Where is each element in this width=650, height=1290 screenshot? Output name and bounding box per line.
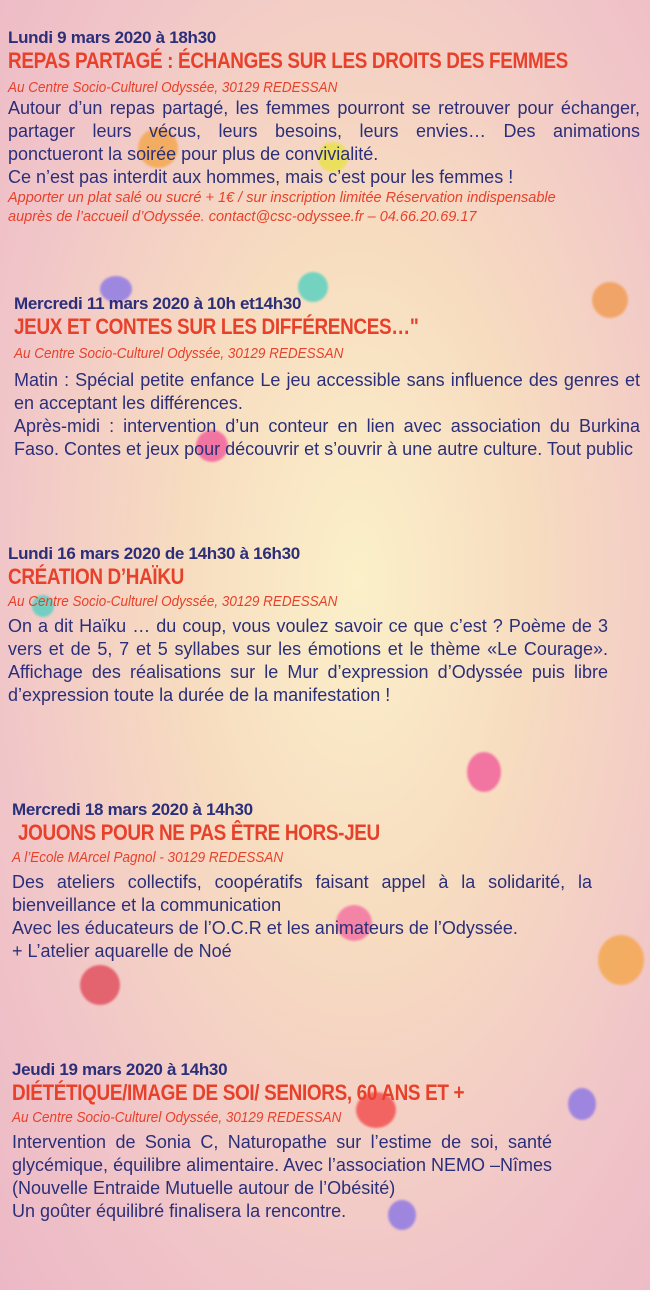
- description-paragraph: On a dit Haïku … du coup, vous voulez savoir ce que c’est ? Poème de 3 vers et de 5, 7 et 5 syllabes sur les émotions et le thème «Le Courage». Affichage des réalisations sur le Mur d’expression d’Odyssée puis libre d’expression toute la durée de la manifestation !: [8, 616, 608, 705]
- event-2: [14, 294, 640, 461]
- decor-blob: [568, 1088, 596, 1120]
- description-paragraph: + L’atelier aquarelle de Noé: [12, 941, 232, 961]
- event-place: Au Centre Socio-Culturel Odyssée, 30129 REDESSAN: [14, 345, 344, 362]
- event-date: Jeudi 19 mars 2020 à 14h30: [12, 1060, 228, 1079]
- event-place: Au Centre Socio-Culturel Odyssée, 30129 REDESSAN: [8, 593, 338, 610]
- event-title: CRÉATION D’HAÏKU: [8, 564, 184, 589]
- event-description: [12, 1131, 552, 1223]
- event-description: [8, 615, 608, 707]
- description-paragraph: Matin : Spécial petite enfance Le jeu accessible sans influence des genres et en acceptant les différences.: [14, 370, 640, 413]
- event-place: Au Centre Socio-Culturel Odyssée, 30129 REDESSAN: [8, 79, 338, 96]
- event-title: REPAS PARTAGÉ : ÉCHANGES SUR LES DROITS DES FEMMES: [8, 48, 568, 73]
- event-description: [8, 97, 640, 189]
- description-paragraph: Des ateliers collectifs, coopératifs faisant appel à la solidarité, la bienveillance et la communication: [12, 872, 592, 915]
- event-description: [12, 871, 592, 963]
- event-place: A l’Ecole MArcel Pagnol - 30129 REDESSAN: [12, 849, 284, 866]
- note-line: auprès de l’accueil d’Odyssée. contact@csc-odyssee.fr – 04.66.20.69.17: [8, 209, 477, 225]
- description-paragraph: Ce n’est pas interdit aux hommes, mais c’est pour les femmes !: [8, 167, 514, 187]
- event-3: [8, 544, 608, 707]
- description-paragraph: Après-midi : intervention d’un conteur en lien avec association du Burkina Faso. Contes et jeux pour découvrir et s’ouvrir à une autre culture. Tout public: [14, 416, 640, 459]
- event-4: [12, 800, 592, 963]
- decor-blob: [598, 935, 644, 985]
- decor-blob: [467, 752, 501, 792]
- event-title: JOUONS POUR NE PAS ÊTRE HORS-JEU: [18, 820, 380, 845]
- description-paragraph: Un goûter équilibré finalisera la rencontre.: [12, 1201, 347, 1221]
- description-paragraph: Intervention de Sonia C, Naturopathe sur l’estime de soi, santé glycémique, équilibre alimentaire. Avec l’association NEMO –Nîmes (Nouvelle Entraide Mutuelle autour de l’Obésité): [12, 1132, 552, 1198]
- description-paragraph: Avec les éducateurs de l’O.C.R et les animateurs de l’Odyssée.: [12, 918, 518, 938]
- event-5: [12, 1060, 552, 1223]
- note-line: Apporter un plat salé ou sucré + 1€ / sur inscription limitée Réservation indispensable: [8, 190, 556, 206]
- decor-blob: [80, 965, 120, 1005]
- event-title: DIÉTÉTIQUE/IMAGE DE SOI/ SENIORS, 60 ANS ET +: [12, 1080, 465, 1105]
- event-date: Mercredi 11 mars 2020 à 10h et14h30: [14, 294, 302, 313]
- description-paragraph: Autour d’un repas partagé, les femmes pourront se retrouver pour échanger, partager leurs vécus, leurs besoins, leurs envies… Des animations ponctueront la soirée pour plus de convivialité.: [8, 98, 640, 164]
- event-date: Lundi 16 mars 2020 de 14h30 à 16h30: [8, 544, 300, 563]
- event-date: Lundi 9 mars 2020 à 18h30: [8, 28, 216, 47]
- event-title: JEUX ET CONTES SUR LES DIFFÉRENCES…": [14, 314, 419, 339]
- event-note: [8, 189, 640, 227]
- event-date: Mercredi 18 mars 2020 à 14h30: [12, 800, 253, 819]
- event-1: [8, 28, 640, 227]
- event-place: Au Centre Socio-Culturel Odyssée, 30129 REDESSAN: [12, 1109, 342, 1126]
- event-description: [14, 369, 640, 461]
